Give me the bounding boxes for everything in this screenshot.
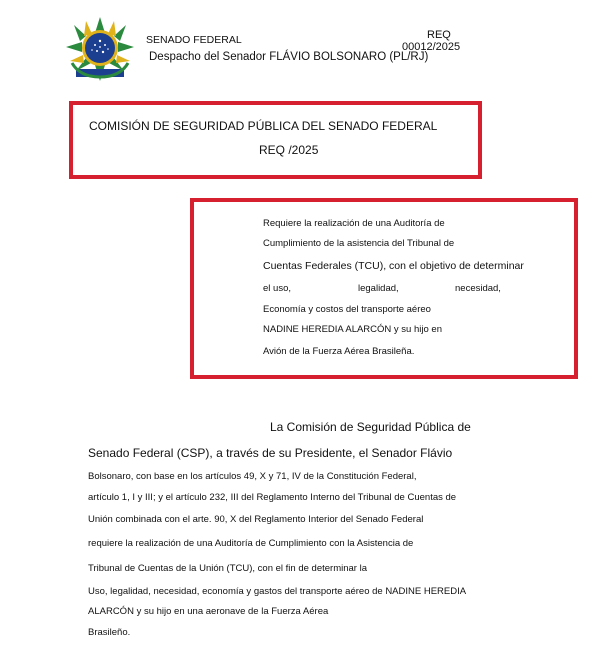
summary-line: necesidad, <box>455 283 501 294</box>
org-name: SENADO FEDERAL <box>146 34 242 46</box>
committee-title: COMISIÓN DE SEGURIDAD PÚBLICA DEL SENADO FEDERAL <box>89 119 438 133</box>
brazil-coat-of-arms-icon <box>66 17 134 81</box>
body-line: artículo 1, I y III; y el artículo 232, III del Reglamento Interno del Tribunal de Cuentas de <box>88 492 457 503</box>
summary-line: el uso, <box>263 283 291 294</box>
req-label: REQ <box>427 29 451 41</box>
body-line: Unión combinada con el arte. 90, X del Reglamento Interior del Senado Federal <box>88 514 424 525</box>
body-line: Brasileño. <box>88 627 131 638</box>
body-line: requiere la realización de una Auditoría de Cumplimiento con la Asistencia de <box>88 538 414 549</box>
summary-line: Requiere la realización de una Auditoría de <box>263 218 445 229</box>
summary-line: NADINE HEREDIA ALARCÓN y su hijo en <box>263 324 442 335</box>
req-number: 00012/2025 <box>402 41 461 53</box>
summary-line: legalidad, <box>358 283 399 294</box>
summary-line: Cumplimiento de la asistencia del Tribunal de <box>263 238 455 249</box>
summary-line: Economía y costos del transporte aéreo <box>263 304 431 315</box>
summary-line: Cuentas Federales (TCU), con el objetivo de determinar <box>263 260 524 272</box>
dispatch-line: Despacho del Senador FLÁVIO BOLSONARO (PL/RJ) <box>149 51 429 63</box>
body-line: Uso, legalidad, necesidad, economía y gastos del transporte aéreo de NADINE HEREDIA <box>88 586 467 597</box>
summary-line: Avión de la Fuerza Aérea Brasileña. <box>263 346 415 357</box>
body-line: La Comisión de Seguridad Pública de <box>270 420 471 434</box>
body-line: Tribunal de Cuentas de la Unión (TCU), con el fin de determinar la <box>88 563 367 574</box>
committee-highlight-box <box>69 101 482 179</box>
committee-req: REQ /2025 <box>259 143 319 157</box>
body-line: Bolsonaro, con base en los artículos 49, X y 71, IV de la Constitución Federal, <box>88 471 417 482</box>
body-line: Senado Federal (CSP), a través de su Presidente, el Senador Flávio <box>88 446 453 460</box>
body-line: ALARCÓN y su hijo en una aeronave de la Fuerza Aérea <box>88 606 329 617</box>
